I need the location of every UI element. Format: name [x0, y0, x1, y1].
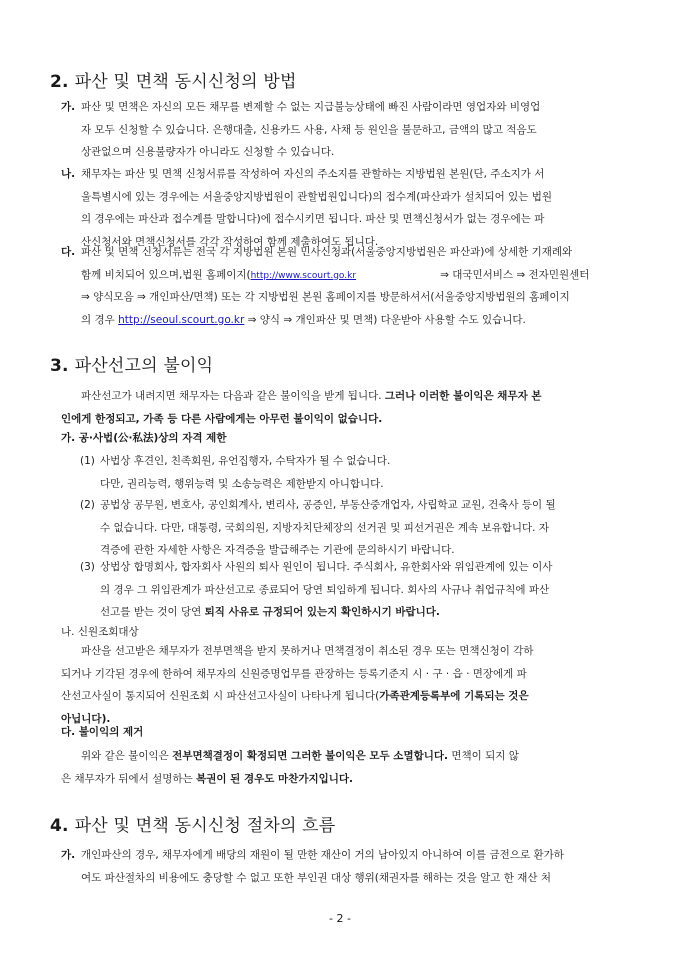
text-line: 산신청서와 면책신청서를 각각 작성하여 함께 제출하여도 됩니다. [81, 235, 379, 248]
section-4-item-ga [61, 844, 636, 889]
text-line: 다만, 권리능력, 행위능력 및 소송능력은 제한받지 아니합니다. [100, 477, 384, 490]
text-line: 공법상 공무원, 변호사, 공인회계사, 변리사, 공증인, 부동산중개업자, 사립학교 교원, 건축사 등이 될 [100, 499, 556, 511]
seoul-court-homepage-link[interactable]: http://seoul.scourt.go.kr [118, 313, 245, 326]
page-number: - 2 - [329, 912, 351, 925]
text-line: 개인파산의 경우, 채무자에게 배당의 재원이 될 만한 재산이 거의 남아있지 아니하여 이를 금전으로 환가하 [81, 849, 564, 861]
text-line: 수 없습니다. 다만, 대통령, 국회의원, 지방자치단체장의 선거권 및 피선거권은 계속 보유합니다. 자 [100, 521, 549, 534]
list-item-2 [80, 494, 636, 562]
text-line: 사법상 후견인, 친족회원, 유언집행자, 수탁자가 될 수 없습니다. [100, 455, 391, 467]
text-segment-bold: 그러나 이러한 불이익은 채무자 본 [384, 390, 542, 402]
list-item-1 [80, 450, 636, 495]
section-title: 파산 및 면책 동시신청의 방법 [74, 72, 297, 92]
section-2-item-ga [61, 96, 636, 164]
text-line: 파산 및 면책은 자신의 모든 채무를 변제할 수 없는 지급불능상태에 빠진 사람이라면 영업자와 비영업 [81, 101, 541, 113]
text-line: 상법상 합명회사, 합자회사 사원의 퇴사 원인이 됩니다. 주식회사, 유한회사와 위임관계에 있는 이사 [100, 561, 553, 573]
text-segment-bold: 복권이 된 경우도 마찬가지입니다. [196, 772, 354, 785]
section-2-item-na [61, 163, 636, 253]
text-segment: ⇒ 대국민서비스 ⇒ 전자민원센터 [440, 268, 590, 281]
text-segment: 면책이 되지 않 [451, 750, 519, 762]
item-marker: 나. [61, 168, 76, 180]
text-line: 자 모두 신청할 수 있습니다. 은행대출, 신용카드 사용, 사채 등 원인을 불문하고, 금액의 많고 적음도 [81, 123, 537, 136]
section-number: 2. [50, 72, 69, 92]
section-title: 파산 및 면책 동시신청 절차의 흐름 [74, 816, 336, 836]
subsection-na-heading: 나. 신원조회대상 [61, 626, 139, 638]
section-title: 파산선고의 불이익 [74, 356, 214, 376]
section-number: 4. [50, 816, 69, 836]
text-segment: 은 채무자가 뒤에서 설명하는 [61, 772, 193, 785]
item-marker: (1) [80, 455, 95, 467]
text-line-bold: 아닙니다). [61, 712, 111, 725]
text-line: 의 경우에는 파산과 접수계를 말합니다)에 접수시키면 됩니다. 파산 및 면책신청서가 없는 경우에는 파 [81, 213, 545, 225]
text-line: 상관없으며 신용불량자가 아니라도 신청할 수 있습니다. [81, 146, 335, 158]
text-line: 의 경우 그 위임관계가 파산선고로 종료되어 당연 퇴임하게 됩니다. 회사의 사규나 취업규칙에 파산 [100, 583, 550, 596]
text-segment: 함께 비치되어 있으며,법원 홈페이지( [81, 268, 251, 281]
text-line: 파산 및 면책 신청서류는 전국 각 지방법원 본원 민사신청과(서울중앙지방법원은 파산과)에 상세한 기재례와 [81, 246, 573, 258]
text-segment: 파산선고가 내려지면 채무자는 다음과 같은 불이익을 받게 됩니다. [81, 390, 382, 402]
text-line: 되거나 기각된 경우에 한하여 채무자의 신원증명업무를 관장하는 등록기준지 시 · 구 · 읍 · 면장에게 파 [61, 667, 527, 680]
item-marker: 가. [61, 849, 76, 861]
text-line: 격증에 관한 자세한 사항은 자격증을 발급해주는 기관에 문의하시기 바랍니다. [100, 544, 455, 556]
text-segment-bold: 전부면책결정이 확정되면 그러한 불이익은 모두 소멸합니다. [172, 750, 449, 762]
text-segment: ⇒ 양식 ⇒ 개인파산 및 면책) 다운받아 사용할 수도 있습니다. [247, 313, 526, 326]
item-marker: (2) [80, 499, 95, 511]
text-line: ⇒ 양식모음 ⇒ 개인파산/면책) 또는 각 지방법원 본원 홈페이지를 방문하셔서(서울중앙지방법원의 홈페이지 [81, 291, 570, 303]
text-segment-bold: 가족관계등록부에 기록되는 것은 [379, 690, 529, 702]
text-segment: 위와 같은 불이익은 [81, 750, 169, 762]
list-item-3 [80, 556, 636, 624]
court-homepage-link[interactable]: http://www.scourt.go.kr [250, 270, 357, 281]
text-line: 여도 파산절차의 비용에도 충당할 수 없고 또한 부인권 대상 행위(채권자를 해하는 것을 알고 한 재산 처 [81, 871, 552, 884]
text-segment: 선고를 받는 것이 당연 [100, 606, 202, 618]
subsection-ga-heading: 가. 공·사법(公·私法)상의 자격 제한 [61, 432, 227, 444]
text-line-bold: 인에게 한정되고, 가족 등 다른 사람에게는 아무런 불이익이 없습니다. [61, 412, 383, 425]
section-2-heading [50, 74, 297, 91]
text-line: 채무자는 파산 및 면책 신청서류를 작성하여 자신의 주소지를 관할하는 지방법원 본원(단, 주소지가 서 [81, 168, 545, 180]
item-marker: (3) [80, 561, 95, 573]
text-segment: 산선고사실이 통지되어 신원조회 시 파산선고사실이 나타나게 됩니다( [61, 690, 380, 702]
section-4-heading [50, 818, 335, 835]
subsection-da-heading: 다. 불이익의 제거 [61, 726, 144, 738]
text-line: 파산을 선고받은 채무자가 전부면책을 받지 못하거나 면책결정이 취소된 경우 또는 면책신청이 각하 [81, 645, 534, 657]
text-segment-bold: 퇴직 사유로 규정되어 있는지 확인하시기 바랍니다. [204, 606, 440, 618]
subsection-da-body [61, 745, 636, 790]
section-3-heading [50, 358, 213, 375]
text-segment: 의 경우 [81, 313, 115, 326]
section-2-item-da [61, 241, 636, 331]
item-marker: 다. [61, 246, 76, 258]
section-number: 3. [50, 356, 69, 376]
section-3-intro [61, 385, 636, 430]
item-marker: 가. [61, 101, 76, 113]
text-line: 울특별시에 있는 경우에는 서울중앙지방법원이 관할법원입니다)의 접수계(파산과가 설치되어 있는 법원 [81, 190, 553, 203]
subsection-na-body [61, 640, 636, 730]
